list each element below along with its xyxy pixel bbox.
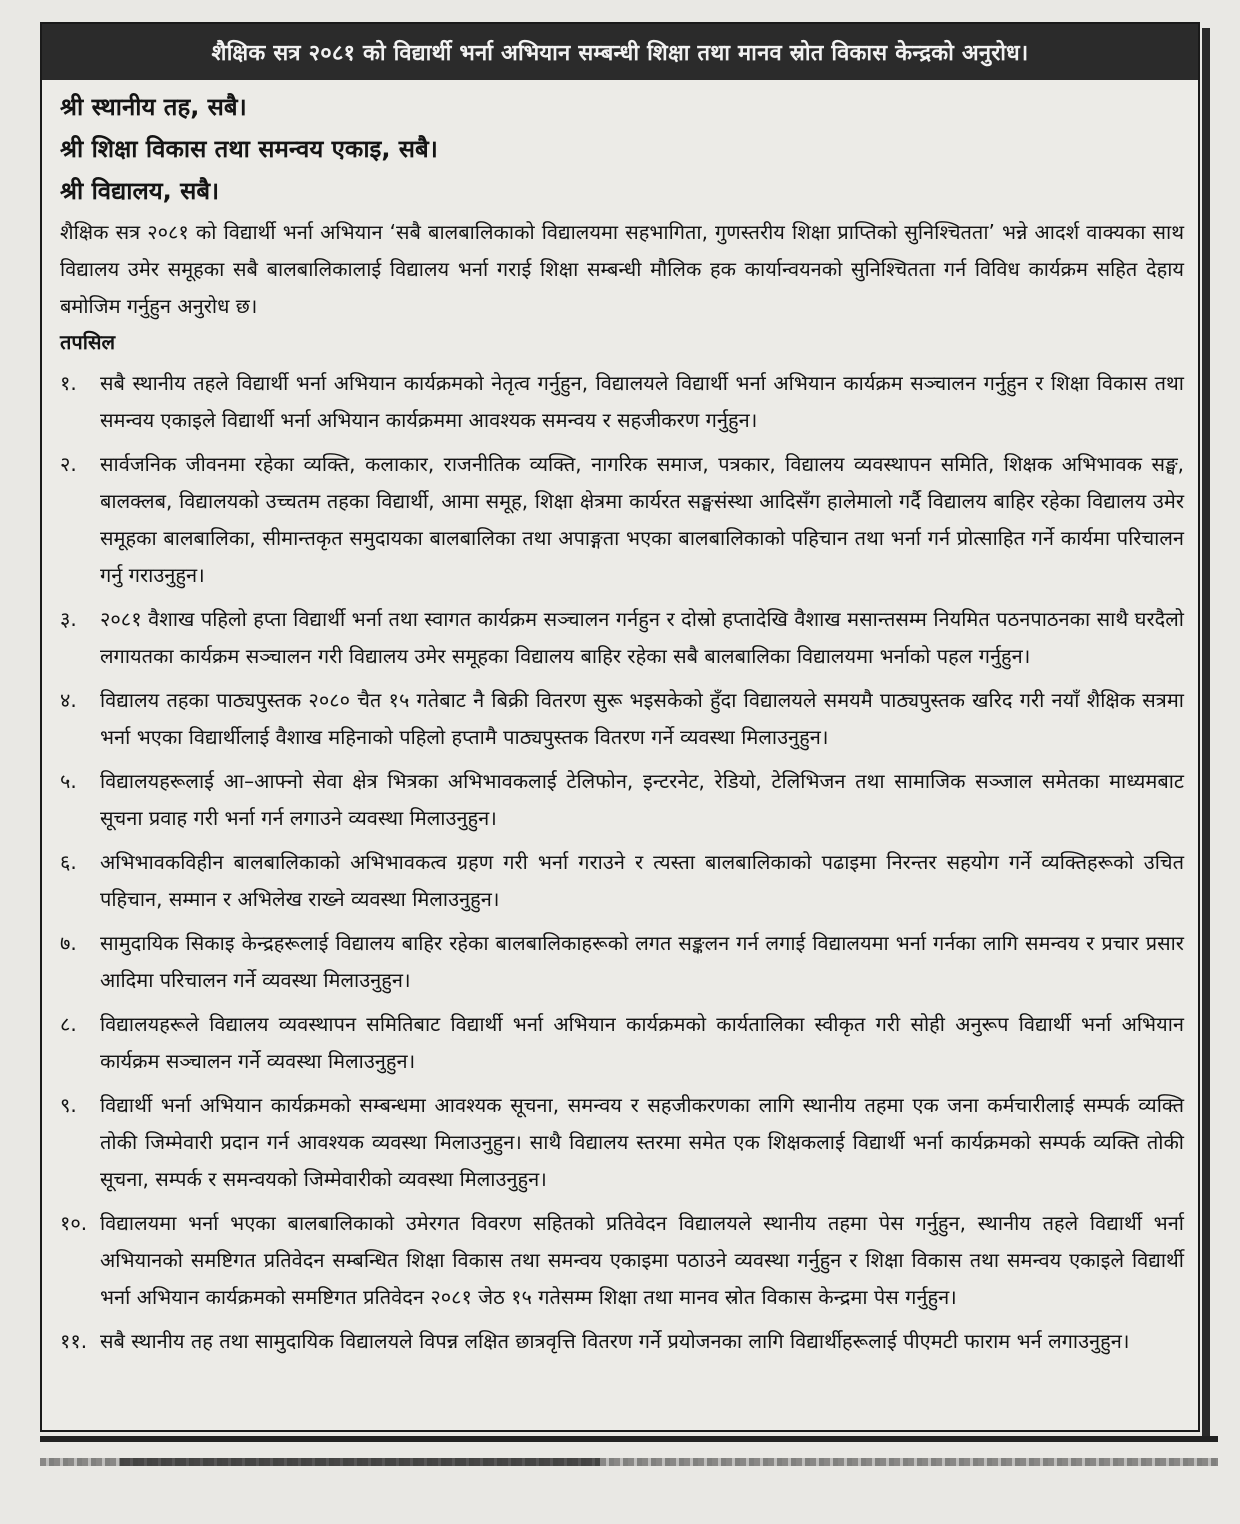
item-number: २.	[60, 452, 77, 476]
item-number: १०.	[60, 1211, 88, 1235]
intro-paragraph: शैक्षिक सत्र २०८१ को विद्यार्थी भर्ना अभियान ‘सबै बालबालिकाको विद्यालयमा सहभागिता, गुणस्तरीय शिक्षा प्राप्तिको सुनिश्चितता’ भन्ने आदर्श वाक्यका साथ विद्यालय उमेर समूहका सबै बालबालिकालाई विद्यालय भर्ना गराई शिक्षा सम्बन्धी मौलिक हक कार्यान्वयनको सुनिश्चितता गर्न विविध कार्यक्रम सहित देहाय बमोजिम गर्नुहुन अनुरोध छ।	[60, 220, 1184, 318]
list-item	[60, 763, 1184, 837]
list-item	[60, 925, 1184, 999]
addressee-school: श्री विद्यालय, सबै।	[60, 177, 220, 205]
notice-content	[42, 80, 1198, 1360]
notice-box	[40, 22, 1200, 1432]
list-item	[60, 844, 1184, 918]
item-number: १.	[60, 371, 77, 395]
item-text: विद्यालयमा भर्ना भएका बालबालिकाको उमेरगत विवरण सहितको प्रतिवेदन विद्यालयले स्थानीय तहमा पेस गर्नुहुन, स्थानीय तहले विद्यार्थी भर्ना अभियानको समष्टिगत प्रतिवेदन सम्बन्धित शिक्षा विकास तथा समन्वय एकाइमा पठाउने व्यवस्था गर्नुहुन र शिक्षा विकास तथा समन्वय एकाइले विद्यार्थी भर्ना अभियान कार्यक्रमको समष्टिगत प्रतिवेदन २०८१ जेठ १५ गतेसम्म शिक्षा तथा मानव स्रोत विकास केन्द्रमा पेस गर्नुहुन।	[100, 1211, 1184, 1309]
addressee-education-unit: श्री शिक्षा विकास तथा समन्वय एकाइ, सबै।	[60, 135, 438, 163]
list-item	[60, 1006, 1184, 1080]
notice-shadow-bottom	[40, 1436, 1218, 1442]
item-number: ७.	[60, 931, 77, 955]
item-number: ५.	[60, 769, 77, 793]
item-text: २०८१ वैशाख पहिलो हप्ता विद्यार्थी भर्ना तथा स्वागत कार्यक्रम सञ्चालन गर्नहुन र दोस्रो हप्तादेखि वैशाख मसान्तसम्म नियमित पठनपाठनका साथै घरदैलो लगायतका कार्यक्रम सञ्चालन गरी विद्यालय उमेर समूहका विद्यालय बाहिर रहेका सबै बालबालिका विद्यालयमा भर्नाको पहल गर्नुहुन।	[100, 607, 1184, 668]
item-text: सबै स्थानीय तहले विद्यार्थी भर्ना अभियान कार्यक्रमको नेतृत्व गर्नुहुन, विद्यालयले विद्यार्थी भर्ना अभियान कार्यक्रम सञ्चालन गर्नुहुन र शिक्षा विकास तथा समन्वय एकाइले विद्यार्थी भर्ना अभियान कार्यक्रममा आवश्यक समन्वय र सहजीकरण गर्नुहुन।	[100, 371, 1184, 432]
addressee-local-level: श्री स्थानीय तह, सबै।	[60, 93, 247, 121]
list-item	[60, 682, 1184, 756]
list-item	[60, 446, 1184, 594]
item-text: विद्यालयहरूलाई आ–आफ्नो सेवा क्षेत्र भित्रका अभिभावकलाई टेलिफोन, इन्टरनेट, रेडियो, टेलिभिजन तथा सामाजिक सञ्जाल समेतका माध्यमबाट सूचना प्रवाह गरी भर्ना गर्न लगाउने व्यवस्था मिलाउनुहुन।	[100, 769, 1184, 830]
item-text: सामुदायिक सिकाइ केन्द्रहरूलाई विद्यालय बाहिर रहेका बालबालिकाहरूको लगत सङ्कलन गर्न लगाई विद्यालयमा भर्ना गर्नका लागि समन्वय र प्रचार प्रसार आदिमा परिचालन गर्ने व्यवस्था मिलाउनुहुन।	[100, 931, 1184, 992]
list-item	[60, 601, 1184, 675]
list-item	[60, 1205, 1184, 1316]
item-text: सार्वजनिक जीवनमा रहेका व्यक्ति, कलाकार, राजनीतिक व्यक्ति, नागरिक समाज, पत्रकार, विद्यालय व्यवस्थापन समिति, शिक्षक अभिभावक सङ्घ, बालक्लब, विद्यालयको उच्चतम तहका विद्यार्थी, आमा समूह, शिक्षा क्षेत्रमा कार्यरत सङ्घसंस्था आदिसँग हालेमालो गर्दै विद्यालय बाहिर रहेका विद्यालय उमेर समूहका बालबालिका, सीमान्तकृत समुदायका बालबालिका तथा अपाङ्गता भएका बालबालिकाको पहिचान तथा भर्ना गर्न प्रोत्साहित गर्ने कार्यमा परिचालन गर्नु गराउनुहुन।	[100, 452, 1184, 587]
list-item	[60, 365, 1184, 439]
item-text: विद्यालय तहका पाठ्यपुस्तक २०८० चैत १५ गतेबाट नै बिक्री वितरण सुरू भइसकेको हुँदा विद्यालयले समयमै पाठ्यपुस्तक खरिद गरी नयाँ शैक्षिक सत्रमा भर्ना भएका विद्यार्थीलाई वैशाख महिनाको पहिलो हप्तामै पाठ्यपुस्तक वितरण गर्ने व्यवस्था मिलाउनुहुन।	[100, 688, 1184, 749]
item-number: ८.	[60, 1012, 77, 1036]
item-text: अभिभावकविहीन बालबालिकाको अभिभावकत्व ग्रहण गरी भर्ना गराउने र त्यस्ता बालबालिकाको पढाइमा निरन्तर सहयोग गर्ने व्यक्तिहरूको उचित पहिचान, सम्मान र अभिलेख राख्ने व्यवस्था मिलाउनुहुन।	[100, 850, 1184, 911]
item-number: ४.	[60, 688, 77, 712]
notice-shadow-right	[1202, 28, 1210, 1442]
list-item	[60, 1323, 1184, 1360]
item-text: विद्यालयहरूले विद्यालय व्यवस्थापन समितिबाट विद्यार्थी भर्ना अभियान कार्यक्रमको कार्यतालिका स्वीकृत गरी सोही अनुरूप विद्यार्थी भर्ना अभियान कार्यक्रम सञ्चालन गर्ने व्यवस्था मिलाउनुहुन।	[100, 1012, 1184, 1073]
item-number: ११.	[60, 1329, 88, 1353]
notice-title: शैक्षिक सत्र २०८१ को विद्यार्थी भर्ना अभियान सम्बन्धी शिक्षा तथा मानव स्रोत विकास केन्द्रको अनुरोध।	[211, 41, 1029, 66]
page-footer-strip-dark	[120, 1458, 600, 1466]
notice-header	[42, 24, 1198, 80]
item-number: ६.	[60, 850, 77, 874]
item-text: सबै स्थानीय तह तथा सामुदायिक विद्यालयले विपन्न लक्षित छात्रवृत्ति वितरण गर्ने प्रयोजनका लागि विद्यार्थीहरूलाई पीएमटी फाराम भर्न लगाउनुहुन।	[100, 1329, 1130, 1353]
item-number: ३.	[60, 607, 77, 631]
list-item	[60, 1087, 1184, 1198]
instruction-list	[60, 365, 1184, 1360]
item-number: ९.	[60, 1093, 77, 1117]
item-text: विद्यार्थी भर्ना अभियान कार्यक्रमको सम्बन्धमा आवश्यक सूचना, समन्वय र सहजीकरणका लागि स्थानीय तहमा एक जना कर्मचारीलाई सम्पर्क व्यक्ति तोकी जिम्मेवारी प्रदान गर्न आवश्यक व्यवस्था मिलाउनुहुन। साथै विद्यालय स्तरमा समेत एक शिक्षकलाई विद्यार्थी भर्ना कार्यक्रमको सम्पर्क व्यक्ति तोकी सूचना, सम्पर्क र समन्वयको जिम्मेवारीको व्यवस्था मिलाउनुहुन।	[100, 1093, 1184, 1191]
tapsil-label: तपसिल	[60, 330, 116, 354]
